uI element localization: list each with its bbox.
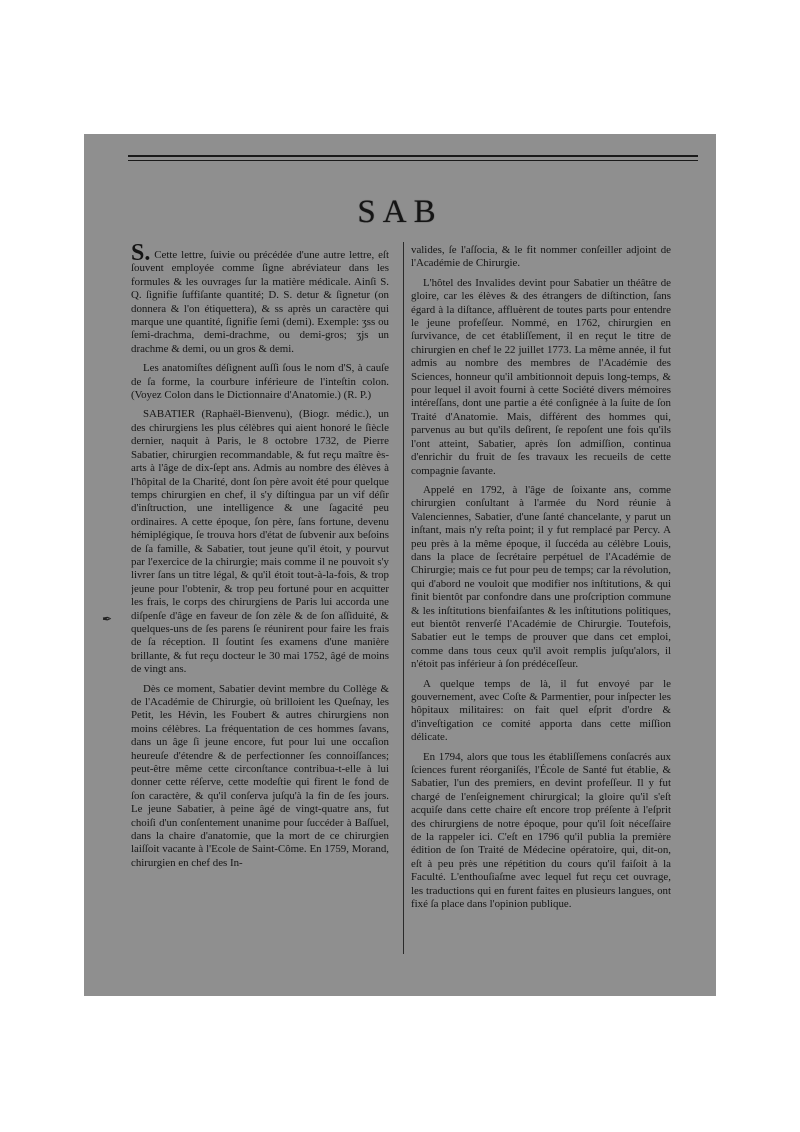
sabatier-career-paragraph: Dès ce moment, Sabatier devint membre du Collège & de l'Académie de Chirurgie, où brilloient les Queſnay, les Petit, les Hévin, les Foubert & autres chirurgiens non moins célèbres. La fréquentation de ces hommes ſavans, dans un âge ſi jeune encore, fut pour lui une occaſion heureuſe d'étendre & de perfectionner ſes connoiſſances; peut-être même cette circonſtance contribua-t-elle à lui donner cette réſerve, cette modeſtie qui firent le fond de ſon caractère, & qu'il conſerva juſqu'à la fin de ſes jours. Le jeune Sabatier, à peine âgé de vingt-quatre ans, fut choiſi d'un conſentement unanime pour ſuccéder à Baſſuel, dans la chaire d'anatomie, que la mort de ce chirurgien laiſſoit vacante à l'Ecole de Saint-Côme. En 1759, Morand, chirurgien en chef des In-: [131, 682, 389, 869]
header-rule-thick: [128, 155, 698, 157]
invalides-continuation-paragraph: valides, ſe l'aſſocia, & le fit nommer conſeiller adjoint de l'Académie de Chirurgie.: [411, 244, 671, 270]
revolution-paragraph: Appelé en 1792, à l'âge de ſoixante ans, comme chirurgien conſultant à l'armée du Nord réunie à Valenciennes, Sabatier, d'une ſanté chancelante, y parut un inſtant, mais n'y reſta point; il y fut remplacé par Percy. A peu près à la même époque, il ſuccéda au célèbre Louis, dans la place de ſecrétaire perpétuel de l'Académie de Chirurgie; mais ce fut pour peu de temps; car la révolution, qui d'abord ne vouloit que modifier nos inſtitutions, & qui finit bientôt par confondre dans une proſcription commune & les inſtitutions bienfaiſantes & les inſtitutions politiques, eut bientôt renverſé l'Académie de Chirurgie. Toutefois, Sabatier eut le temps de prouver que dans cet emploi, comme dans tous ceux qu'il avoit remplis juſqu'alors, il n'étoit pas inférieur à ſon prédéceſſeur.: [411, 483, 671, 671]
entry-s-text: Cette lettre, ſuivie ou précédée d'une autre lettre, eſt ſouvent employée comme ſigne abréviateur dans les formules & les ouvrages ſur la matière médicale. Ainſi S. Q. ſignifie ſuffiſante quantité; D. S. detur & ſignetur (on donnera & l'on étiquettera), & ss après un caractère qui marque une quantité, ſignifie ſemi (demi). Exemple: ʒss ou ſemi-drachma, demi-drachme, ou demi-gros; ʒjs un drachme & demi, ou un gros & demi.: [131, 249, 389, 355]
left-column: [131, 244, 389, 956]
column-divider: [403, 242, 404, 954]
entry-s-anatomy-paragraph: Les anatomiſtes déſignent auſſi ſous le nom d'S, à cauſe de ſa forme, la courbure inférieure de l'inteſtin colon. (Voyez Colon dans le Dictionnaire d'Anatomie.) (R. P.): [131, 362, 389, 402]
sabatier-intro-paragraph: SABATIER (Raphaël-Bienvenu), (Biogr. médic.), un des chirurgiens les plus célèbres qui aient honoré le ſiècle dernier, naquit à Paris, le 8 octobre 1732, de Pierre Sabatier, chirurgien recommandable, & fut reçu maître ès-arts à l'âge de dix-ſept ans. Admis au nombre des élèves à l'hôpital de la Charité, dont ſon père avoit été pour quelque temps chirurgien en chef, il s'y diſtingua par un vif déſir d'inſtruction, une intelligence & une ſagacité peu ordinaires. A cette époque, ſon père, ſans fortune, devenu hémiplégique, ſe trouva hors d'état de ſubvenir aux beſoins de ſa famille, & Sabatier, tout jeune qu'il étoit, y pourvut par l'exercice de la chirurgie; mais comme il ne pouvoit s'y livrer ſans un titre légal, & qu'il étoit tout-à-la-fois, & trop jeune pour l'obtenir, & trop peu fortuné pour en acquitter les frais, le corps des chirurgiens de Paris lui accorda une diſpenſe d'âge en faveur de ſon zèle & de ſon aſſiduité, & quelques-uns de ſes parens ſe réunirent pour faire les frais de ſa réception. Il ſoutint ſes examens d'une manière brillante, & fut reçu docteur le 30 mai 1752, âgé de moins de vingt ans.: [131, 408, 389, 676]
right-column: [411, 244, 671, 956]
scanned-page: [84, 134, 716, 996]
invalides-paragraph: L'hôtel des Invalides devint pour Sabatier un théâtre de gloire, car les élèves & des étrangers de diſtinction, ſans égard à la diſtance, affluèrent de toutes parts pour entendre le jeune profeſſeur. Nommé, en 1762, chirurgien en ſurvivance, de cet établiſſement, il en reçut le titre de chirurgien en chef le 22 juillet 1773. La même année, il fut admis au nombre des membres de l'Académie des Sciences, honneur qu'il ambitionnoit depuis long-temps, & pour lequel il avoit fourni à cette Société divers mémoires intéreſſans, dont une partie a été conſignée à la ſuite de ſon Traité d'Anatomie. Mais, différent des hommes qui, parvenus au but qu'ils deſirent, ſe repoſent une fois qu'ils l'ont atteint, Sabatier, après ſon admiſſion, continua d'enrichir du fruit de ſes travaux les recueils de cette compagnie ſavante.: [411, 276, 671, 477]
page-heading: SAB: [357, 194, 443, 230]
ecole-de-sante-paragraph: En 1794, alors que tous les établiſſemens conſacrés aux ſciences furent réorganiſés, l'École de Santé fut établie, & Sabatier, l'un des premiers, en devint profeſſeur. Il y fut chargé de l'enſeignement chirurgical; la gloire qu'il s'eſt acquiſe dans cette chaire eſt encore trop préſente à l'eſprit des chirurgiens de notre époque, pour qu'il ſoit néceſſaire de la rappeler ici. C'eſt en 1796 qu'il publia la première édition de ſon Traité de Médecine opératoire, qui, dit-on, eſt à peu près une répétition du cours qu'il faiſoit à la Faculté. L'enthouſiaſme avec lequel fut reçu cet ouvrage, les traductions qui en furent faites en plusieurs langues, ont fixé ſa place dans l'opinion publique.: [411, 750, 671, 911]
pen-mark-icon: ✒: [102, 612, 113, 626]
inspection-paragraph: A quelque temps de là, il fut envoyé par le gouvernement, avec Coſte & Parmentier, pour inſpecter les hôpitaux militaires: on fait quel eſprit d'ordre & d'inveſtigation ce comité apporta dans cette miſſion délicate.: [411, 677, 671, 744]
header-rule-thin: [128, 160, 698, 161]
dropcap-letter: S.: [131, 244, 151, 266]
entry-s-paragraph: [131, 244, 389, 356]
